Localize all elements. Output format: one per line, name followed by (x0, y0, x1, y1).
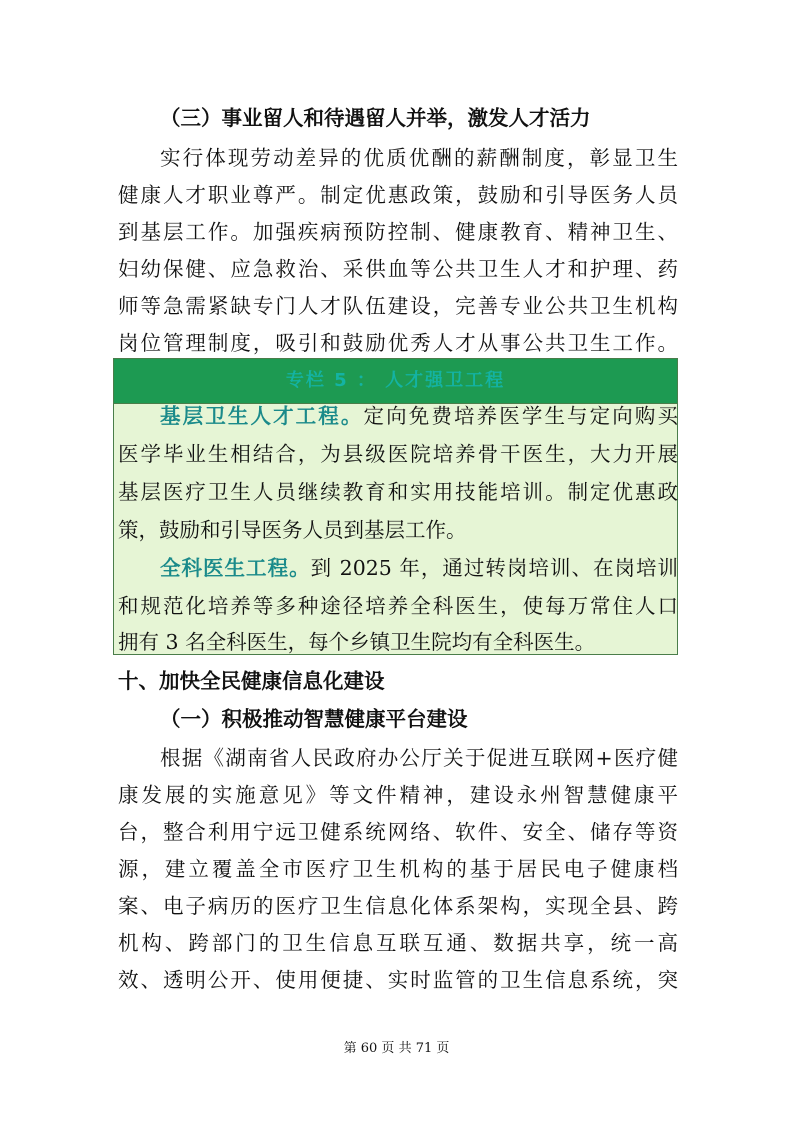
column-term: 基层卫生人才工程。 (160, 404, 364, 428)
paragraph-line: 效、透明公开、使用便捷、实时监管的卫生信息系统，突 (118, 968, 678, 992)
section-heading: （三）事业留人和待遇留人并举，激发人才活力 (160, 106, 591, 130)
chapter-heading: 十、加快全民健康信息化建设 (118, 669, 385, 693)
column-line (118, 401, 678, 431)
column-line: 拥有 3 名全科医生，每个乡镇卫生院均有全科医生。 (118, 630, 596, 654)
section-heading: （一）积极推动智慧健康平台建设 (160, 707, 468, 731)
paragraph-line: 到基层工作。加强疾病预防控制、健康教育、精神卫生、 (118, 220, 678, 244)
column-text: 定向免费培养医学生与定向购买 (363, 404, 679, 428)
page-number: 第 60 页 共 71 页 (343, 1041, 450, 1056)
column-title: 专栏 5 ： 人才强卫工程 (285, 370, 506, 391)
paragraph-line: 根据《湖南省人民政府办公厅关于促进互联网+医疗健 (160, 746, 678, 770)
column-term: 全科医生工程。 (160, 556, 311, 580)
column-line: 医学毕业生相结合，为县级医院培养骨干医生，大力开展 (118, 442, 678, 466)
paragraph-line: 师等急需紧缺专门人才队伍建设，完善专业公共卫生机构 (118, 294, 678, 318)
paragraph-line: 实行体现劳动差异的优质优酬的薪酬制度，彰显卫生 (160, 146, 678, 170)
paragraph-line: 康发展的实施意见》等文件精神，建设永州智慧健康平 (118, 783, 678, 807)
column-header (114, 359, 677, 404)
column-line: 策，鼓励和引导医务人员到基层工作。 (118, 518, 467, 542)
column-line (118, 553, 678, 583)
paragraph-line: 健康人才职业尊严。制定优惠政策，鼓励和引导医务人员 (118, 183, 678, 207)
paragraph-line: 妇幼保健、应急救治、采供血等公共卫生人才和护理、药 (118, 257, 678, 281)
paragraph-line: 机构、跨部门的卫生信息互联互通、数据共享，统一高 (118, 931, 678, 955)
column-line: 和规范化培养等多种途径培养全科医生，使每万常住人口 (118, 594, 678, 618)
column-text: 到 2025 年，通过转岗培训、在岗培训 (310, 556, 679, 580)
paragraph-line: 台，整合利用宁远卫健系统网络、软件、安全、储存等资 (118, 820, 678, 844)
column-line: 基层医疗卫生人员继续教育和实用技能培训。制定优惠政 (118, 480, 678, 504)
paragraph-line: 案、电子病历的医疗卫生信息化体系架构，实现全县、跨 (118, 894, 678, 918)
paragraph-line: 源，建立覆盖全市医疗卫生机构的基于居民电子健康档 (118, 857, 678, 881)
paragraph-line: 岗位管理制度，吸引和鼓励优秀人才从事公共卫生工作。 (118, 331, 678, 355)
